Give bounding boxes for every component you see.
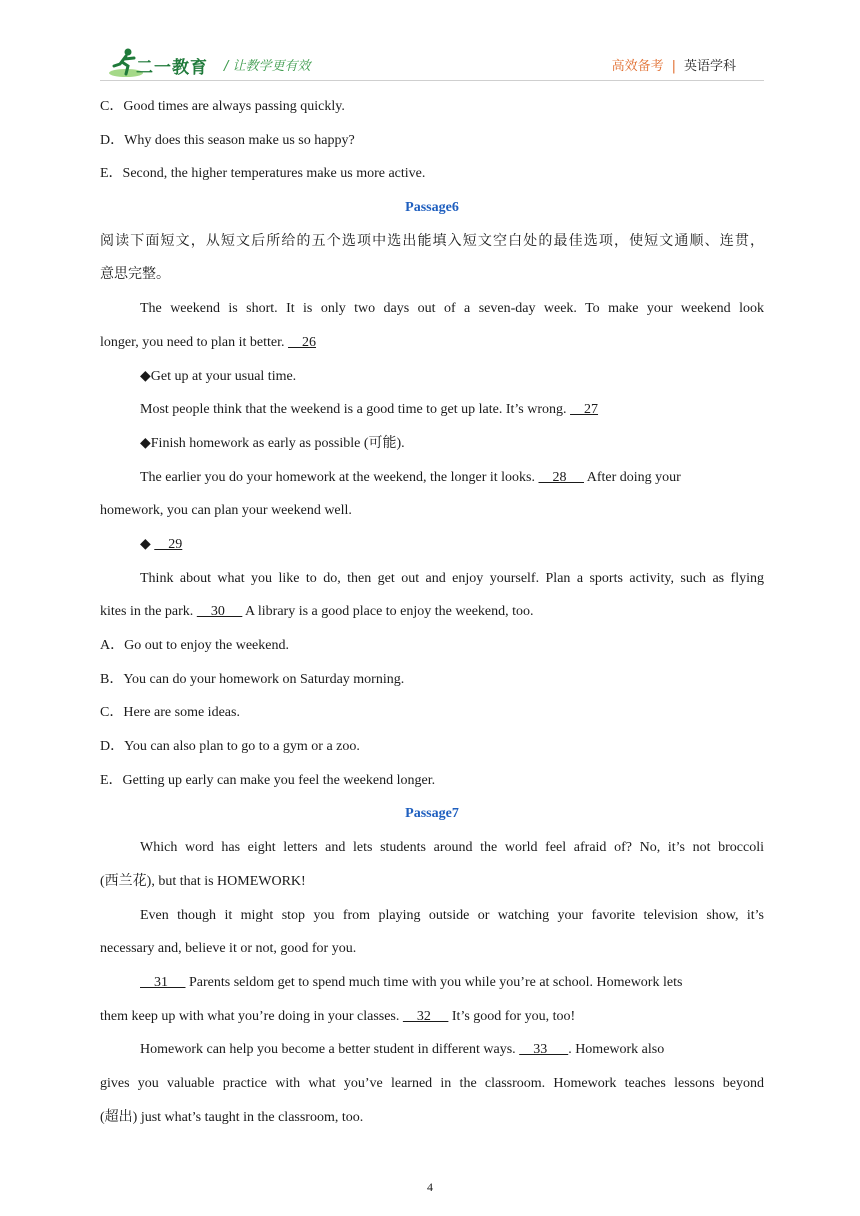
line-text: The weekend is short. It is only two days out of a seven-day week. To make your weekend look [140, 301, 764, 317]
line-text: them keep up with what you’re doing in your classes. [100, 1008, 400, 1024]
line-text: gives you valuable practice with what you’ve learned in the classroom. Homework teaches lessons beyond [100, 1075, 764, 1091]
line-text: 阅读下面短文，从短文后所给的五个选项中选出能填入短文空白处的最佳选项，使短文通顺、连贯， [100, 233, 764, 249]
text-line [100, 96, 764, 130]
answer-blank: 30 [196, 604, 243, 620]
text-line [100, 938, 764, 972]
text-line [100, 534, 764, 568]
text-line [100, 601, 764, 635]
text-line [100, 770, 764, 804]
line-text: Which word has eight letters and lets students around the world feel afraid of? No, it’s not broccoli [140, 840, 764, 856]
text-line [100, 332, 764, 366]
text-line [100, 635, 764, 669]
line-text-after: . Homework also [568, 1042, 665, 1058]
line-text: C．Here are some ideas. [100, 705, 240, 721]
text-line [100, 399, 764, 433]
line-text: ◆Get up at your usual time. [140, 368, 297, 384]
line-text-after: It’s good for you, too! [448, 1008, 576, 1024]
answer-blank: 26 [288, 334, 317, 350]
text-line [100, 467, 764, 501]
text-line [100, 433, 764, 467]
text-line [100, 163, 764, 197]
line-text: The earlier you do your homework at the weekend, the longer it looks. [140, 469, 535, 485]
line-text: (超出) just what’s taught in the classroom, too. [100, 1109, 364, 1125]
text-line [100, 871, 764, 905]
line-text: Think about what you like to do, then get out and enjoy yourself. Plan a sports activity, such as flying [140, 570, 764, 586]
text-line [100, 568, 764, 602]
line-text: (西兰花), but that is HOMEWORK! [100, 873, 306, 889]
line-text: C．Good times are always passing quickly. [100, 99, 345, 114]
logo-text: 二一教育 [136, 58, 208, 78]
answer-blank: 31 [140, 974, 186, 990]
answer-blank: 27 [570, 402, 599, 418]
line-text-after: A library is a good place to enjoy the weekend, too. [242, 604, 534, 620]
passage-title [100, 197, 764, 231]
text-line [100, 298, 764, 332]
text-line [100, 500, 764, 534]
line-text: kites in the park. [100, 604, 194, 620]
text-line [100, 837, 764, 871]
line-text: 意思完整。 [100, 267, 170, 283]
line-text: longer, you need to plan it better. [100, 334, 285, 350]
line-text: Most people think that the weekend is a good time to get up late. It’s wrong. [140, 402, 567, 418]
line-text: Even though it might stop you from playing outside or watching your favorite television show, it’s [140, 907, 764, 923]
line-text: Passage7 [405, 806, 459, 822]
text-line [100, 736, 764, 770]
text-line [100, 264, 764, 298]
header-separator: | [671, 59, 676, 74]
document-body [100, 96, 764, 1140]
line-text: E．Getting up early can make you feel the weekend longer. [100, 772, 436, 788]
line-text: necessary and, believe it or not, good for you. [100, 941, 357, 957]
text-line [100, 366, 764, 400]
header-tag: 高效备考 [611, 59, 664, 74]
line-text: Homework can help you become a better student in different ways. [140, 1042, 516, 1058]
header-subject [612, 55, 736, 74]
answer-blank: 32 [402, 1008, 449, 1024]
text-line [100, 1039, 764, 1073]
text-line [100, 1107, 764, 1141]
line-text-after: Parents seldom get to spend much time with you while you’re at school. Homework lets [185, 974, 683, 990]
text-line [100, 972, 764, 1006]
answer-blank: 33 [519, 1042, 569, 1058]
line-text: D．Why does this season make us so happy? [100, 132, 355, 148]
text-line [100, 1073, 764, 1107]
line-text: B．You can do your homework on Saturday morning. [100, 671, 405, 687]
text-line [100, 1006, 764, 1040]
passage-title [100, 803, 764, 837]
slogan: / 让教学更有效 [224, 59, 311, 74]
line-text: D．You can also plan to go to a gym or a zoo. [100, 739, 360, 755]
line-text: ◆Finish homework as early as possible (可能). [140, 435, 405, 451]
line-text-after: After doing your [584, 469, 681, 485]
line-text: Passage6 [405, 200, 459, 216]
text-line [100, 231, 764, 265]
header-divider [100, 80, 764, 81]
answer-blank: 29 [154, 536, 183, 552]
line-text: A．Go out to enjoy the weekend. [100, 638, 289, 653]
text-line [100, 669, 764, 703]
text-line [100, 702, 764, 736]
text-line [100, 130, 764, 164]
line-text: E．Second, the higher temperatures make us more active. [100, 166, 426, 182]
page-header [100, 46, 764, 82]
line-text: ◆ [140, 536, 151, 552]
text-line [100, 905, 764, 939]
answer-blank: 28 [538, 469, 584, 485]
line-text: homework, you can plan your weekend well. [100, 503, 352, 519]
header-subject-label: 英语学科 [683, 59, 736, 74]
page-number: 4 [427, 1180, 433, 1194]
